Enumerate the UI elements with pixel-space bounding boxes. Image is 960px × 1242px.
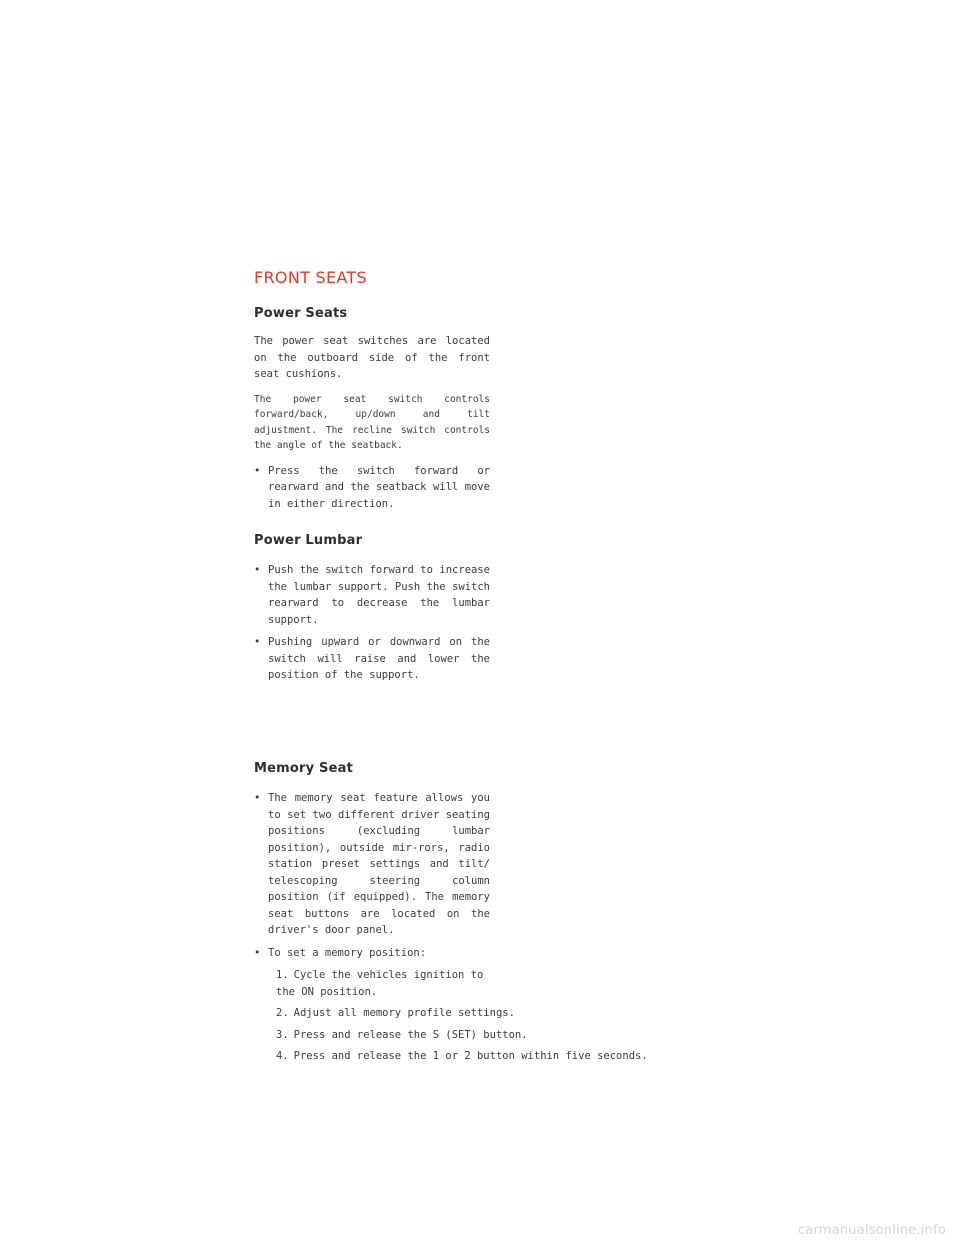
power-lumbar-heading: Power Lumbar <box>254 533 363 548</box>
step-number: 4. <box>276 1050 289 1062</box>
bullet-text: The memory seat feature allows you to set two different driver seating positions (excluding lumbar position), outside mir-rors, radio station preset settings and tilt/ telescoping steering column position (if equipped). The memory seat buttons are located on the driver's door panel. <box>268 792 490 936</box>
bullet-text: Pushing upward or downward on the switch will raise and lower the position of the support. <box>268 636 490 681</box>
memory-seat-section <box>254 761 648 1070</box>
step-number: 1. <box>276 969 289 981</box>
bullet-icon: • <box>254 636 261 648</box>
bullet-text: To set a memory position: <box>268 946 427 959</box>
step-text: Adjust all memory profile settings. <box>293 1007 515 1019</box>
step-item <box>254 1027 528 1044</box>
power-seats-paragraph-1: The power seat switches are located on the outboard side of the front seat cushions. <box>254 335 490 380</box>
section-title: FRONT SEATS <box>254 268 367 287</box>
power-seats-heading: Power Seats <box>254 306 348 321</box>
step-text: Press and release the 1 or 2 button within five seconds. <box>293 1050 648 1062</box>
power-seats-bullets <box>254 463 490 513</box>
step-text: Press and release the S (SET) button. <box>293 1028 528 1041</box>
step-number: 3. <box>276 1028 289 1041</box>
list-item <box>254 463 490 513</box>
memory-seat-steps <box>254 967 648 1065</box>
bullet-text: Press the switch forward or rearward and the seatback will move in either direction. <box>268 464 490 510</box>
bullet-icon: • <box>254 564 261 576</box>
power-lumbar-bullets <box>254 562 490 684</box>
list-item <box>254 945 490 962</box>
list-item <box>254 790 490 939</box>
bullet-text: Push the switch forward to increase the lumbar support. Push the switch rearward to decrease the lumbar support. <box>268 564 490 626</box>
bullet-icon: • <box>254 792 261 804</box>
memory-seat-heading: Memory Seat <box>254 761 354 776</box>
step-item <box>254 1005 515 1022</box>
list-item <box>254 634 490 684</box>
memory-seat-bullets <box>254 790 490 961</box>
step-item <box>254 1048 648 1065</box>
bullet-icon: • <box>254 946 261 959</box>
step-number: 2. <box>276 1007 289 1019</box>
step-text: Cycle the vehicles ignition to the ON position. <box>276 969 484 998</box>
bullet-icon: • <box>254 464 261 477</box>
power-lumbar-section <box>254 533 490 690</box>
list-item <box>254 562 490 628</box>
watermark: carmanualsonline.info <box>797 1223 946 1238</box>
power-seats-paragraph-2: The power seat switch controls forward/back, up/down and tilt adjustment. The recline switch controls the angle of the seatback. <box>254 393 490 451</box>
power-seats-section <box>254 306 490 518</box>
step-item <box>254 967 490 1000</box>
